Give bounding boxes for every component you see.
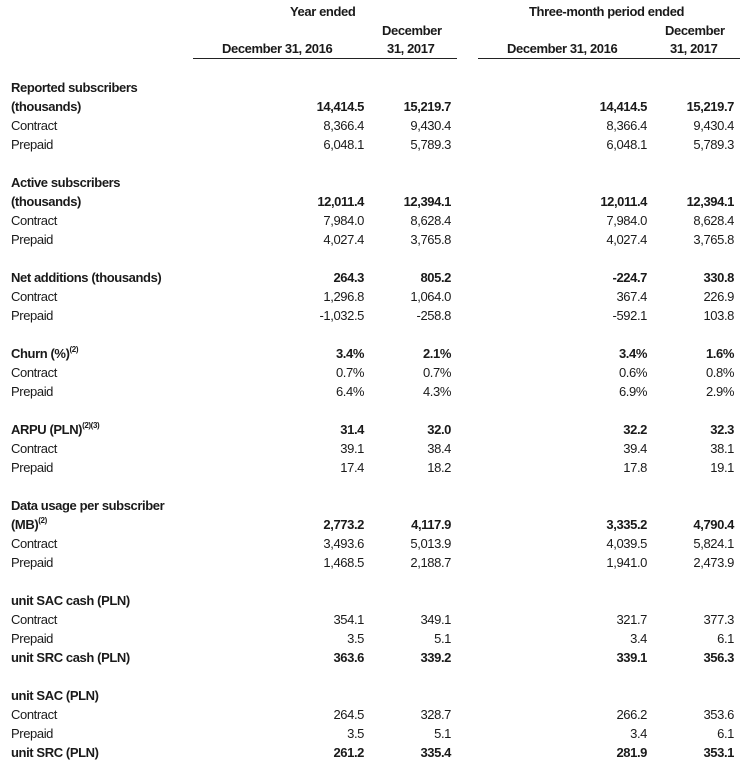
table-row	[11, 648, 741, 667]
cell-value: -258.8	[416, 308, 451, 323]
row-label	[11, 268, 161, 287]
cell-value: -1,032.5	[319, 308, 364, 323]
row-label-text: unit SRC cash (PLN)	[11, 650, 130, 665]
cell-value: 39.4	[623, 441, 647, 456]
cell-value: 38.4	[427, 441, 451, 456]
table-row	[11, 496, 741, 515]
cell-value: 19.1	[710, 460, 734, 475]
cell-value: 3.4	[630, 726, 647, 741]
table-row	[11, 515, 741, 534]
year-ended-underline	[193, 58, 457, 59]
cell-value: 12,011.4	[600, 194, 647, 209]
row-label-text: Contract	[11, 441, 57, 456]
row-label	[11, 534, 57, 553]
subscriber-kpi-table	[11, 78, 741, 781]
cell-value: 15,219.7	[403, 99, 451, 114]
column-header-4-line1: December	[665, 23, 725, 38]
cell-value: -592.1	[612, 308, 647, 323]
row-label	[11, 686, 99, 705]
three-month-heading: Three-month period ended	[529, 4, 685, 19]
cell-value: 3.5	[347, 631, 364, 646]
cell-value: 3.5	[347, 726, 364, 741]
three-month-underline	[478, 58, 740, 59]
table-row	[11, 724, 741, 743]
table-row	[11, 591, 741, 610]
cell-value: 7,984.0	[606, 213, 647, 228]
cell-value: 5,824.1	[693, 536, 734, 551]
cell-value: 261.2	[333, 745, 364, 760]
cell-value: 15,219.7	[686, 99, 734, 114]
footnote-ref: (2)	[38, 516, 47, 525]
cell-value: 321.7	[616, 612, 647, 627]
row-label-text: Prepaid	[11, 384, 54, 399]
row-label-text: Prepaid	[11, 555, 54, 570]
row-label	[11, 610, 57, 629]
table-row	[11, 553, 741, 572]
cell-value: 2,773.2	[323, 517, 364, 532]
row-label	[11, 515, 47, 534]
cell-value: 4,027.4	[323, 232, 364, 247]
cell-value: 5.1	[434, 726, 451, 741]
table-row	[11, 211, 741, 230]
table-row	[11, 268, 741, 287]
table-row	[11, 230, 741, 249]
cell-value: 6.4%	[335, 384, 364, 399]
table-group	[11, 686, 741, 762]
row-label-text: Prepaid	[11, 232, 54, 247]
table-row	[11, 173, 741, 192]
cell-value: 339.2	[420, 650, 451, 665]
cell-value: 7,984.0	[323, 213, 364, 228]
cell-value: 805.2	[420, 270, 451, 285]
table-row	[11, 705, 741, 724]
row-label	[11, 496, 164, 515]
cell-value: 9,430.4	[693, 118, 734, 133]
cell-value: 17.4	[340, 460, 364, 475]
row-label	[11, 116, 57, 135]
cell-value: 264.5	[333, 707, 364, 722]
column-header-3: December 31, 2016	[507, 41, 618, 56]
row-label	[11, 363, 57, 382]
cell-value: 1,296.8	[323, 289, 364, 304]
row-label	[11, 382, 53, 401]
cell-value: 328.7	[420, 707, 451, 722]
row-label	[11, 724, 53, 743]
cell-value: 5,013.9	[410, 536, 451, 551]
cell-value: 32.0	[427, 422, 451, 437]
cell-value: 0.7%	[335, 365, 364, 380]
row-label	[11, 743, 99, 762]
cell-value: 32.2	[623, 422, 647, 437]
row-label-text: (MB)	[11, 517, 39, 532]
cell-value: 335.4	[420, 745, 451, 760]
table-group	[11, 78, 741, 154]
cell-value: 103.8	[703, 308, 734, 323]
table-group	[11, 496, 741, 572]
cell-value: 14,414.5	[316, 99, 364, 114]
table-row	[11, 306, 741, 325]
row-label-text: ARPU (PLN)	[11, 422, 83, 437]
cell-value: 6,048.1	[323, 137, 364, 152]
cell-value: 39.1	[340, 441, 364, 456]
row-label-text: Contract	[11, 536, 57, 551]
row-label-text: Prepaid	[11, 631, 54, 646]
table-row	[11, 420, 741, 439]
cell-value: 18.2	[427, 460, 451, 475]
table-row	[11, 97, 741, 116]
cell-value: 0.6%	[618, 365, 647, 380]
table-row	[11, 610, 741, 629]
table-group	[11, 591, 741, 667]
column-header-2-line2: 31, 2017	[387, 41, 435, 56]
cell-value: 14,414.5	[599, 99, 647, 114]
row-label-text: Contract	[11, 707, 57, 722]
row-label	[11, 439, 57, 458]
cell-value: 2.9%	[705, 384, 734, 399]
table-row	[11, 534, 741, 553]
row-label	[11, 648, 130, 667]
cell-value: 2,473.9	[693, 555, 734, 570]
row-label-text: Data usage per subscriber	[11, 498, 165, 513]
row-label-text: (thousands)	[11, 194, 81, 209]
cell-value: 3.4%	[618, 346, 647, 361]
table-row	[11, 743, 741, 762]
row-label-text: Prepaid	[11, 460, 54, 475]
table-row	[11, 78, 741, 97]
cell-value: 339.1	[616, 650, 647, 665]
row-label	[11, 306, 53, 325]
cell-value: 5,789.3	[410, 137, 451, 152]
cell-value: 377.3	[703, 612, 734, 627]
cell-value: 4,039.5	[606, 536, 647, 551]
row-label	[11, 230, 53, 249]
cell-value: 1,468.5	[323, 555, 364, 570]
table-row	[11, 439, 741, 458]
cell-value: 31.4	[340, 422, 364, 437]
row-label-text: Contract	[11, 612, 57, 627]
cell-value: 349.1	[420, 612, 451, 627]
row-label	[11, 211, 57, 230]
cell-value: 12,011.4	[317, 194, 364, 209]
table-group	[11, 268, 741, 325]
footnote-ref: (2)	[69, 345, 79, 354]
cell-value: 12,394.1	[403, 194, 451, 209]
row-label	[11, 135, 53, 154]
footnote-ref: (2)(3)	[82, 421, 100, 430]
row-label	[11, 420, 99, 439]
cell-value: 1,941.0	[606, 555, 647, 570]
table-row	[11, 116, 741, 135]
cell-value: 2,188.7	[410, 555, 451, 570]
cell-value: 3,335.2	[606, 517, 647, 532]
row-label	[11, 458, 53, 477]
row-label	[11, 192, 81, 211]
cell-value: 8,366.4	[323, 118, 364, 133]
cell-value: 3,765.8	[693, 232, 734, 247]
cell-value: 3.4%	[335, 346, 364, 361]
row-label-text: Prepaid	[11, 137, 54, 152]
row-label-text: (thousands)	[11, 99, 81, 114]
cell-value: 353.1	[703, 745, 734, 760]
cell-value: 6,048.1	[606, 137, 647, 152]
cell-value: 3,493.6	[323, 536, 364, 551]
cell-value: 264.3	[333, 270, 364, 285]
cell-value: 8,628.4	[410, 213, 451, 228]
column-header-1: December 31, 2016	[222, 41, 333, 56]
row-label	[11, 553, 53, 572]
cell-value: 2.1%	[422, 346, 451, 361]
row-label-text: Prepaid	[11, 308, 54, 323]
row-label-text: unit SRC (PLN)	[11, 745, 99, 760]
table-row	[11, 686, 741, 705]
cell-value: 4,027.4	[606, 232, 647, 247]
cell-value: 5,789.3	[693, 137, 734, 152]
row-label-text: Reported subscribers	[11, 80, 138, 95]
cell-value: 4,790.4	[693, 517, 734, 532]
cell-value: 226.9	[703, 289, 734, 304]
table-group	[11, 420, 741, 477]
cell-value: -224.7	[612, 270, 647, 285]
row-label	[11, 78, 137, 97]
column-header-2-line1: December	[382, 23, 442, 38]
row-label	[11, 173, 120, 192]
year-ended-heading: Year ended	[290, 4, 356, 19]
row-label-text: Churn (%)	[11, 346, 70, 361]
cell-value: 354.1	[333, 612, 364, 627]
table-row	[11, 344, 741, 363]
table-row	[11, 287, 741, 306]
cell-value: 6.1	[717, 726, 734, 741]
table-group	[11, 344, 741, 401]
cell-value: 12,394.1	[686, 194, 734, 209]
column-header-4-line2: 31, 2017	[670, 41, 718, 56]
cell-value: 330.8	[703, 270, 734, 285]
cell-value: 353.6	[703, 707, 734, 722]
table-row	[11, 629, 741, 648]
cell-value: 367.4	[616, 289, 647, 304]
row-label-text: Active subscribers	[11, 175, 121, 190]
cell-value: 0.8%	[705, 365, 734, 380]
row-label	[11, 97, 81, 116]
cell-value: 6.9%	[618, 384, 647, 399]
row-label	[11, 705, 57, 724]
cell-value: 5.1	[434, 631, 451, 646]
cell-value: 8,628.4	[693, 213, 734, 228]
table-row	[11, 135, 741, 154]
row-label-text: unit SAC cash (PLN)	[11, 593, 130, 608]
row-label-text: Net additions (thousands)	[11, 270, 162, 285]
row-label	[11, 629, 53, 648]
table-row	[11, 382, 741, 401]
cell-value: 3.4	[630, 631, 647, 646]
cell-value: 17.8	[623, 460, 647, 475]
table-row	[11, 363, 741, 382]
row-label-text: Contract	[11, 118, 57, 133]
cell-value: 266.2	[616, 707, 647, 722]
row-label-text: unit SAC (PLN)	[11, 688, 99, 703]
cell-value: 281.9	[616, 745, 647, 760]
cell-value: 4.3%	[422, 384, 451, 399]
row-label	[11, 287, 57, 306]
row-label	[11, 344, 78, 363]
cell-value: 1,064.0	[410, 289, 451, 304]
table-row	[11, 192, 741, 211]
cell-value: 356.3	[703, 650, 734, 665]
row-label-text: Contract	[11, 213, 57, 228]
cell-value: 1.6%	[705, 346, 734, 361]
table-group	[11, 173, 741, 249]
cell-value: 4,117.9	[411, 517, 451, 532]
row-label-text: Prepaid	[11, 726, 54, 741]
cell-value: 3,765.8	[410, 232, 451, 247]
cell-value: 6.1	[717, 631, 734, 646]
row-label-text: Contract	[11, 289, 57, 304]
cell-value: 32.3	[710, 422, 734, 437]
cell-value: 38.1	[710, 441, 734, 456]
cell-value: 0.7%	[422, 365, 451, 380]
row-label-text: Contract	[11, 365, 57, 380]
table-row	[11, 458, 741, 477]
cell-value: 363.6	[333, 650, 364, 665]
cell-value: 9,430.4	[410, 118, 451, 133]
cell-value: 8,366.4	[606, 118, 647, 133]
row-label	[11, 591, 130, 610]
